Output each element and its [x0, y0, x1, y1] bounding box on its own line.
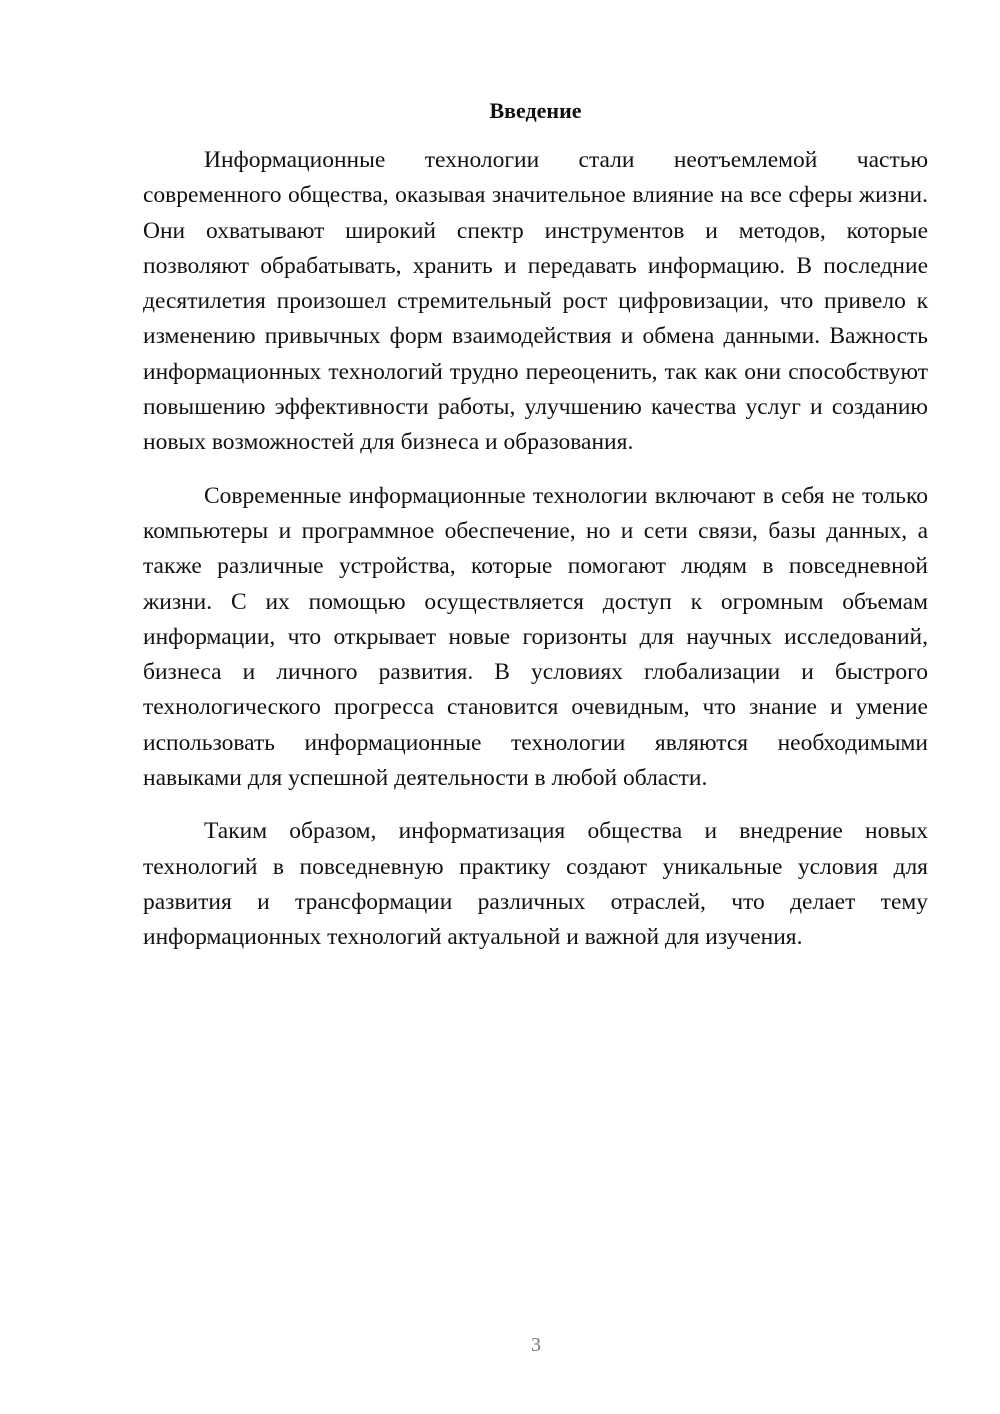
paragraph-2: Современные информационные технологии включают в себя не только компьютеры и программное обеспечение, но и сети связи, базы данных, а также различные устройства, которые помогают людям в повседневной жизни. С их помощью осуществляется доступ к огромным объемам информации, что открывает новые горизонты для научных исследований, бизнеса и личного развития. В условиях глобализации и быстрого технологического прогресса становится очевидным, что знание и умение использовать информационные технологии являются необходимыми навыками для успешной деятельности в любой области.: [143, 482, 928, 792]
page-number: 3: [531, 1334, 541, 1356]
body-text: [143, 143, 928, 974]
paragraph-3: Таким образом, информатизация общества и внедрение новых технологий в повседневную практику создают уникальные условия для развития и трансформации различных отраслей, что делает тему информационных технологий актуальной и важной для изучения.: [143, 818, 928, 951]
section-heading: Введение: [489, 98, 582, 123]
paragraph-1: Информационные технологии стали неотъемлемой частью современного общества, оказывая значительное влияние на все сферы жизни. Они охватывают широкий спектр инструментов и методов, которые позволяют обрабатывать, хранить и передавать информацию. В последние десятилетия произошел стремительный рост цифровизации, что привело к изменению привычных форм взаимодействия и обмена данными. Важность информационных технологий трудно переоценить, так как они способствуют повышению эффективности работы, улучшению качества услуг и созданию новых возможностей для бизнеса и образования.: [143, 147, 928, 456]
